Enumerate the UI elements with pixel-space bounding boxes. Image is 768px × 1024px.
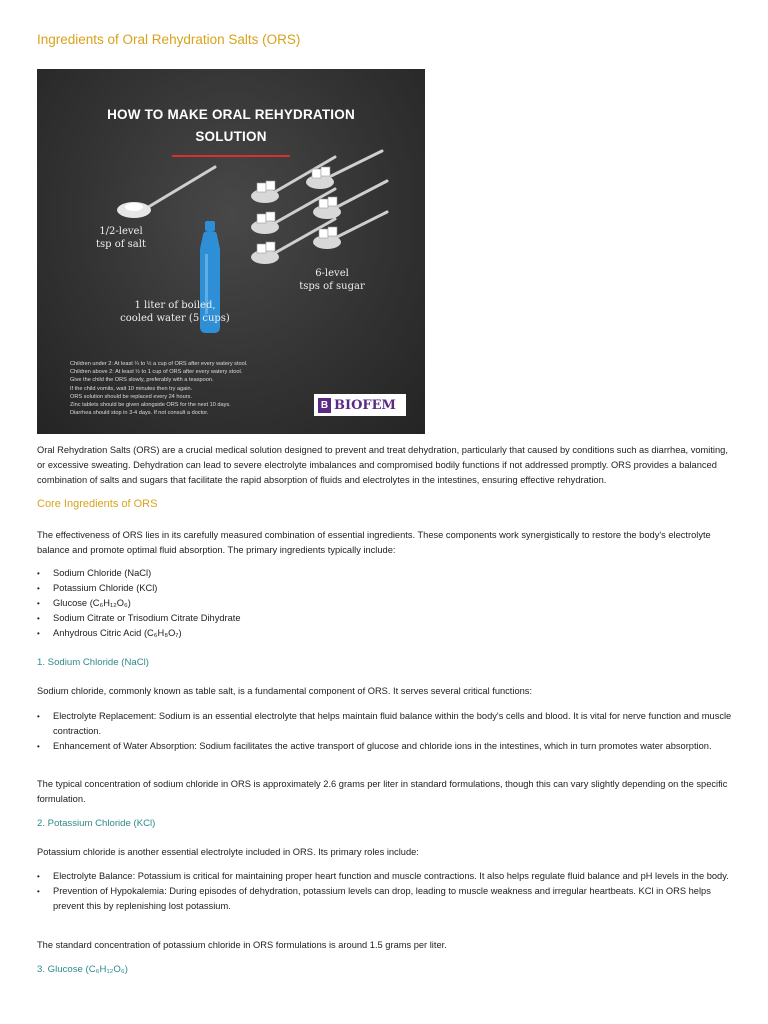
list-item: • Sodium Chloride (NaCl) [37, 566, 737, 581]
sugar-label: 6-level tsps of sugar [299, 268, 365, 292]
salt-spoon-icon [117, 167, 215, 218]
list-item: • Electrolyte Replacement: Sodium is an essential electrolyte that helps maintain fluid balance within the body's cells and blood. It is vital for nerve function and muscle contraction. [37, 709, 737, 739]
water-label: 1 liter of boiled, cooled water (5 cups) [120, 300, 230, 324]
infographic-heading-line1: HOW TO MAKE ORAL REHYDRATION [107, 107, 355, 122]
potassium-list [37, 869, 737, 914]
core-paragraph: The effectiveness of ORS lies in its carefully measured combination of essential ingredients. These components work synergistically to restore the body's electrolyte balance and promote optimal fluid absorption. The primary ingredients typically include: [37, 530, 711, 555]
note-line: Children above 2: At least ½ to 1 cup of ORS after every watery stool. [70, 369, 243, 376]
list-item: • Anhydrous Citric Acid (C₆H₈O₇) [37, 626, 737, 641]
intro-paragraph: Oral Rehydration Salts (ORS) are a crucial medical solution designed to prevent and treat dehydration, particularly that caused by conditions such as diarrhea, vomiting, or excessive sweating. Dehydration can lead to severe electrolyte imbalances and compromised bodily functions if not addressed promptly. ORS provides a balanced combination of salts and sugars that facilitate the rapid absorption of fluids and electrolytes in the intestines, ensuring effective rehydration. [37, 445, 728, 485]
sodium-heading: 1. Sodium Chloride (NaCl) [37, 657, 149, 668]
list-item: • Glucose (C₆H₁₂O₆) [37, 596, 737, 611]
potassium-concentration: The standard concentration of potassium chloride in ORS formulations is around 1.5 grams per liter. [37, 940, 447, 950]
note-line: ORS solution should be replaced every 24 hours. [70, 393, 192, 400]
logo-mark-icon: B [318, 398, 331, 413]
infographic-heading-line2: SOLUTION [195, 129, 267, 144]
list-item: • Sodium Citrate or Trisodium Citrate Dihydrate [37, 611, 737, 626]
note-line: If the child vomits, wait 10 minutes then try again. [70, 385, 193, 392]
glucose-heading: 3. Glucose (C₆H₁₂O₆) [37, 964, 128, 975]
sodium-list [37, 709, 737, 754]
list-item: • Prevention of Hypokalemia: During episodes of dehydration, potassium levels can drop, leading to muscle weakness and irregular heartbeats. KCl in ORS helps prevent this by replenishing lost potassium. [37, 884, 737, 914]
biofem-logo [314, 394, 406, 416]
note-line: Diarrhea should stop in 3-4 days. If not consult a doctor. [70, 410, 209, 417]
note-line: Give the child the ORS slowly, preferably with a teaspoon. [70, 377, 214, 384]
potassium-heading: 2. Potassium Chloride (KCl) [37, 818, 156, 829]
document-title: Ingredients of Oral Rehydration Salts (ORS) [37, 32, 301, 47]
list-item: • Enhancement of Water Absorption: Sodium facilitates the active transport of glucose and chloride ions in the intestines, which in turn promotes water absorption. [37, 739, 737, 754]
sugar-cubes-icon [251, 167, 341, 264]
potassium-paragraph: Potassium chloride is another essential electrolyte included in ORS. Its primary roles include: [37, 847, 419, 857]
salt-label: 1/2-level tsp of salt [96, 226, 146, 250]
infographic-notes [70, 360, 310, 417]
sodium-paragraph: Sodium chloride, commonly known as table salt, is a fundamental component of ORS. It serves several critical functions: [37, 686, 533, 696]
core-ingredients-list [37, 566, 737, 641]
note-line: Zinc tablets should be given alongside ORS for the next 10 days. [70, 402, 231, 409]
sodium-concentration: The typical concentration of sodium chloride in ORS is approximately 2.6 grams per liter in standard formulations, though this can vary slightly depending on the specific formulation. [37, 779, 728, 804]
core-ingredients-heading: Core Ingredients of ORS [37, 498, 158, 510]
ors-infographic [37, 69, 425, 434]
note-line: Children under 2: At least ¼ to ½ a cup of ORS after every watery stool. [70, 361, 248, 367]
list-item: • Electrolyte Balance: Potassium is critical for maintaining proper heart function and muscle contractions. It also helps regulate fluid balance and pH levels in the body. [37, 869, 737, 884]
logo-text: BIOFEM [334, 397, 396, 413]
list-item: • Potassium Chloride (KCl) [37, 581, 737, 596]
